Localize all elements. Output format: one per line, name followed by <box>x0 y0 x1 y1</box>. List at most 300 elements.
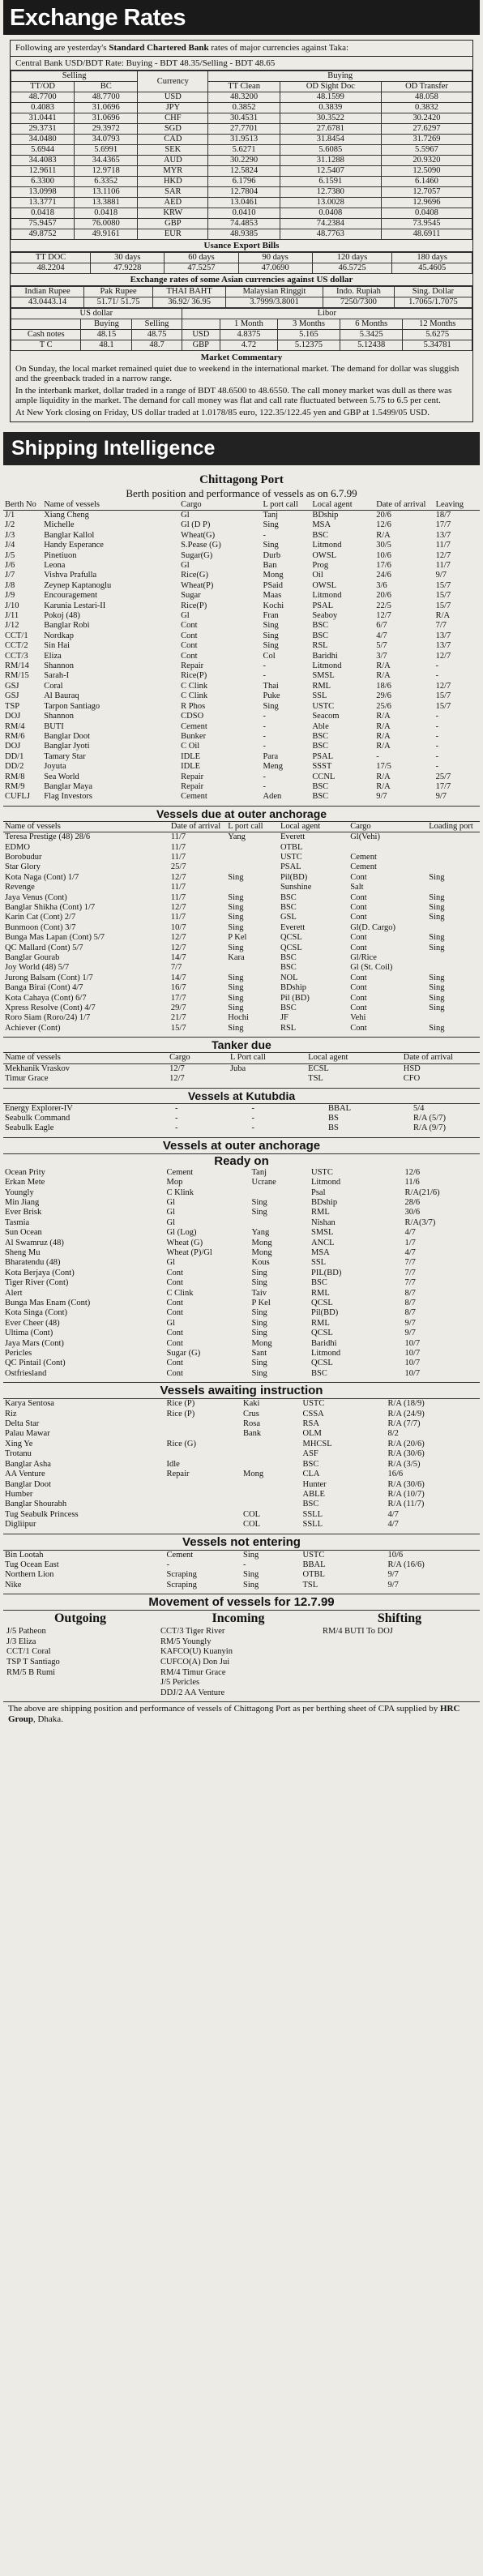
col-header: TT Clean <box>208 82 280 92</box>
column-header: 120 days <box>312 253 392 263</box>
table-cell: Banglar Robi <box>44 621 90 631</box>
table-cell: OTBL <box>302 1570 325 1580</box>
berth-row <box>3 792 480 802</box>
table-cell: Sing <box>228 903 244 912</box>
table-cell: 12.7057 <box>381 187 472 198</box>
column-header: Name of vessels <box>42 500 179 511</box>
table-cell: Pinetiuon <box>44 550 77 560</box>
table-cell: 25/7 <box>435 772 451 781</box>
table-cell: 20/6 <box>376 510 391 520</box>
table-cell: Star Glory <box>5 862 41 872</box>
table-cell: Cont <box>350 913 367 922</box>
vessel-row <box>3 983 480 993</box>
table-cell: 0.0408 <box>381 208 472 219</box>
table-cell: Flag Investors <box>44 792 92 802</box>
table-cell: Sheng Mu <box>5 1247 41 1257</box>
table-cell: Northern Lion <box>5 1570 54 1580</box>
table-cell: RML <box>311 1208 330 1217</box>
table-cell: Kota Singa (Cont) <box>5 1308 67 1318</box>
table-cell: 20.9320 <box>381 156 472 166</box>
table-cell: Mong <box>251 1238 272 1247</box>
table-cell: 30.4531 <box>208 113 280 124</box>
table-cell: J/9 <box>5 591 15 601</box>
table-cell: KAFCO(U) Kuanyin <box>160 1647 233 1657</box>
table-cell: Puke <box>263 691 280 701</box>
vessel-row <box>3 862 480 872</box>
buying-header: Buying <box>208 71 472 82</box>
table-cell: Sun Ocean <box>5 1228 42 1238</box>
table-cell: 7/7 <box>404 1278 416 1288</box>
table-cell: R Phos <box>181 701 206 711</box>
table-cell: 12.9718 <box>75 166 138 177</box>
table-cell: Ostfriesland <box>5 1368 47 1378</box>
table-cell: Zeynep Kaptanoglu <box>44 580 112 590</box>
column-header: Pak Rupee <box>83 287 152 297</box>
table-cell: 5.34781 <box>403 340 472 351</box>
table-cell: 11/7 <box>170 832 186 842</box>
libor-row <box>11 340 472 351</box>
table-cell: Sing <box>251 1208 267 1217</box>
table-cell: CUFLJ <box>5 792 30 802</box>
table-cell: 7250/7300 <box>323 297 394 308</box>
table-cell: Cement <box>181 721 207 731</box>
table-cell: - <box>435 742 439 751</box>
table-cell <box>226 843 279 853</box>
table-cell: Cont <box>181 631 198 640</box>
table-cell: USTC <box>280 852 302 862</box>
ready-row <box>3 1269 480 1278</box>
table-cell: 17/7 <box>435 520 451 530</box>
table-cell: BSC <box>312 792 329 802</box>
table-cell: 46.5725 <box>312 263 392 274</box>
table-cell: 51.71/ 51.75 <box>83 297 152 308</box>
exchange-rates-title: Exchange Rates <box>3 0 480 35</box>
table-cell: Sing <box>228 993 244 1003</box>
table-cell: GBP <box>182 340 220 351</box>
table-cell: 0.3832 <box>381 103 472 113</box>
table-cell: R/A (30/6) <box>387 1449 425 1459</box>
table-cell: 12/7 <box>170 933 186 943</box>
table-cell: 30.2290 <box>208 156 280 166</box>
table-cell: 34.4083 <box>11 156 75 166</box>
table-cell: Banglar Asha <box>5 1459 51 1469</box>
table-cell: Min Jiang <box>5 1197 40 1207</box>
table-cell: Everett <box>280 922 306 932</box>
table-cell: Sing <box>429 892 445 902</box>
table-cell: BSC <box>312 781 329 791</box>
table-cell: BUTI <box>44 721 64 731</box>
currency-row <box>11 166 472 177</box>
table-cell: Baridhi <box>311 1338 337 1348</box>
table-cell: Ban <box>263 561 277 570</box>
table-cell: 24/6 <box>376 571 391 580</box>
table-cell: 6/7 <box>376 621 387 631</box>
berth-row <box>3 571 480 580</box>
table-cell: P Kel <box>228 933 247 943</box>
ready-row <box>3 1198 480 1208</box>
not-entering-row <box>3 1581 480 1590</box>
table-cell: 5.12438 <box>340 340 403 351</box>
table-cell: 15/7 <box>435 691 451 701</box>
table-cell: R/A <box>376 742 391 751</box>
table-cell: Sing <box>251 1308 267 1318</box>
table-cell: Cont <box>181 641 198 651</box>
berth-row <box>3 601 480 611</box>
berth-row <box>3 541 480 550</box>
table-cell: GBP <box>138 219 208 229</box>
table-cell: 6.3352 <box>75 177 138 187</box>
asian-caption: Exchange rates of some Asian currencies against US dollar <box>11 274 472 286</box>
table-cell: Ultima (Cont) <box>5 1329 53 1338</box>
table-cell: 49.8752 <box>11 229 75 240</box>
column-header: TT DOC <box>11 253 91 263</box>
table-cell: RM/8 <box>5 772 25 781</box>
table-cell: 10/6 <box>376 550 391 560</box>
table-cell <box>242 1440 301 1449</box>
berth-row <box>3 652 480 661</box>
table-cell: 10/7 <box>404 1359 421 1368</box>
table-cell: Tanj <box>251 1167 267 1177</box>
table-cell: Gl <box>181 561 190 570</box>
table-cell: Cont <box>350 892 367 902</box>
table-cell: 13.3771 <box>11 198 75 208</box>
table-cell <box>427 963 480 973</box>
table-cell: Everett <box>280 832 306 842</box>
table-cell: Cont <box>166 1368 183 1378</box>
table-cell: Sing <box>263 541 279 550</box>
table-cell: RSL <box>312 641 328 651</box>
table-cell: Sing <box>251 1278 267 1288</box>
table-cell <box>3 1688 157 1699</box>
table-cell: 17/7 <box>170 993 186 1003</box>
table-cell: 31.1288 <box>280 156 381 166</box>
table-cell: Joyuta <box>44 762 66 772</box>
table-cell: 45.4605 <box>392 263 472 274</box>
currency-row <box>11 124 472 135</box>
table-cell: 0.0418 <box>75 208 138 219</box>
ready-row <box>3 1339 480 1349</box>
table-cell: R/A <box>435 611 451 621</box>
table-cell: Mong <box>263 571 284 580</box>
table-cell: RML <box>312 681 331 691</box>
table-cell: Ever Cheer (48) <box>5 1318 60 1328</box>
table-cell: - <box>435 751 439 761</box>
berth-row <box>3 531 480 541</box>
table-cell: RM/4 <box>5 721 25 731</box>
table-cell: 31.0696 <box>75 113 138 124</box>
table-cell: 75.9457 <box>11 219 75 229</box>
not-entering-row <box>3 1570 480 1580</box>
table-cell: Delta Star <box>5 1419 40 1429</box>
col-header: TT/OD <box>11 82 75 92</box>
outer-anchorage-title: Vessels due at outer anchorage <box>3 806 480 822</box>
table-cell <box>250 1188 310 1198</box>
berth-row <box>3 752 480 762</box>
table-cell: R/A <box>376 671 391 681</box>
table-cell: Jurong Balsam (Cont) 1/7 <box>5 973 93 982</box>
table-cell: Rice(P) <box>181 601 207 610</box>
table-cell: Pil (BD) <box>280 993 310 1003</box>
table-cell: Gl(D. Cargo) <box>350 922 395 932</box>
not-entering-table <box>3 1551 480 1591</box>
table-cell: Cont <box>350 993 367 1003</box>
table-cell: NOL <box>280 973 298 982</box>
table-cell: 31.7269 <box>381 135 472 145</box>
kutubdia-table <box>3 1104 480 1134</box>
ready-anchorage-title: Vessels at outer anchorage <box>3 1137 480 1154</box>
table-cell: Encouragement <box>44 591 98 601</box>
table-cell: Gl <box>166 1197 175 1207</box>
column-header: L Port call <box>229 1053 306 1063</box>
table-cell: SSL <box>312 691 327 701</box>
vessel-row <box>3 832 480 843</box>
table-cell: J/7 <box>5 571 15 580</box>
table-cell: BSC <box>312 731 329 741</box>
table-cell: Sarah-I <box>44 671 70 681</box>
table-cell: 3/6 <box>376 580 387 590</box>
table-cell: Rice (P) <box>166 1399 195 1409</box>
table-cell: Coral <box>44 681 63 691</box>
table-cell: BBAL <box>328 1103 352 1113</box>
table-cell: Rice (G) <box>166 1439 196 1448</box>
table-cell: R/A(21/6) <box>404 1187 440 1197</box>
table-cell: - <box>263 742 267 751</box>
table-cell: - <box>263 671 267 681</box>
vessel-row <box>3 1013 480 1023</box>
table-cell: QC Mallard (Cont) 5/7 <box>5 943 83 952</box>
berth-row <box>3 591 480 601</box>
table-cell: 74.4853 <box>208 219 280 229</box>
column-header: Name of vessels <box>3 822 169 832</box>
movement-table <box>3 1611 480 1698</box>
table-cell: R/A (7/7) <box>387 1419 421 1429</box>
table-cell: 4.8375 <box>220 330 278 340</box>
table-cell: Sing <box>263 621 279 631</box>
table-cell: J/8 <box>5 580 15 590</box>
table-cell: J/3 Eliza <box>6 1637 36 1646</box>
table-cell: - <box>263 712 267 721</box>
table-cell: Salt <box>350 883 364 892</box>
table-cell: 12/7 <box>435 681 451 691</box>
table-cell: 9/7 <box>435 792 447 802</box>
table-cell: COL <box>243 1520 260 1530</box>
table-cell: Teresa Prestige (48) 28/6 <box>5 832 91 842</box>
table-cell: QCSL <box>280 933 302 943</box>
commentary-paragraph: At New York closing on Friday, US dollar traded at 1.0178/85 euro, 122.35/122.45 yen and GBP at 1.5499/05 USD. <box>15 407 430 417</box>
asian-table <box>11 286 472 308</box>
table-cell: Gl <box>181 611 190 621</box>
table-cell: ECSL <box>308 1063 329 1073</box>
table-cell: J/4 <box>5 541 15 550</box>
table-cell: Sing <box>228 922 244 932</box>
table-cell: 7/7 <box>404 1268 416 1277</box>
table-cell: RM/9 <box>5 781 25 791</box>
table-cell: 12.5090 <box>381 166 472 177</box>
table-cell: 0.0408 <box>280 208 381 219</box>
table-cell: J/11 <box>5 611 19 621</box>
table-cell <box>165 1490 242 1500</box>
table-cell: Sugar <box>181 591 201 601</box>
table-cell: BSC <box>302 1459 319 1469</box>
column-header: Indian Rupee <box>11 287 84 297</box>
berth-row <box>3 671 480 681</box>
table-cell: TSP T Santiago <box>6 1657 60 1667</box>
table-cell: 31.8454 <box>280 135 381 145</box>
table-cell: 15/7 <box>435 601 451 610</box>
table-cell: BSC <box>280 953 297 963</box>
table-cell <box>242 1480 301 1490</box>
table-cell: T C <box>11 340 81 351</box>
table-cell: 13/7 <box>435 530 451 540</box>
table-cell: - <box>263 530 267 540</box>
commentary-title: Market Commentary <box>200 353 283 362</box>
table-cell: Litmond <box>311 1178 341 1187</box>
table-cell: ABLE <box>302 1489 325 1499</box>
table-cell: - <box>435 712 439 721</box>
table-cell: ANCL <box>311 1238 335 1247</box>
table-cell: J/1 <box>5 510 15 520</box>
exchange-intro <box>11 41 472 57</box>
table-cell: 12/7 <box>435 651 451 661</box>
libor-right-title: Libor <box>182 309 472 319</box>
table-cell: 13/7 <box>435 631 451 640</box>
table-cell: Sing <box>263 520 279 530</box>
table-cell: R/A <box>376 721 391 731</box>
table-cell: Timur Grace <box>5 1074 49 1084</box>
ready-row <box>3 1369 480 1379</box>
table-cell: Sant <box>251 1349 267 1359</box>
column-header: 90 days <box>238 253 312 263</box>
table-cell: 9/7 <box>387 1570 399 1580</box>
table-cell: 5.165 <box>277 330 340 340</box>
table-cell: C Oil <box>181 742 200 751</box>
table-cell: Michelle <box>44 520 75 530</box>
table-cell: RM/5 B Rumi <box>6 1667 56 1677</box>
table-cell: 11/6 <box>404 1178 420 1187</box>
table-cell: Cont <box>166 1329 183 1338</box>
table-cell: Cement <box>350 852 377 862</box>
table-cell: 4/7 <box>387 1520 399 1530</box>
tanker-due-title: Tanker due <box>3 1037 480 1053</box>
berth-row <box>3 742 480 751</box>
table-cell: Bank <box>243 1429 262 1439</box>
currency-row <box>11 219 472 229</box>
table-cell: Sing <box>429 973 445 982</box>
table-cell: BDship <box>312 510 339 520</box>
usance-caption: Usance Export Bills <box>11 240 472 252</box>
table-cell: Wheat (G) <box>166 1238 203 1247</box>
table-cell: R/A (20/6) <box>387 1439 425 1448</box>
table-cell: Pil(BD) <box>311 1308 339 1318</box>
table-cell: Sing <box>263 641 279 651</box>
table-cell: ASF <box>302 1449 318 1459</box>
table-cell <box>165 1480 242 1490</box>
table-cell: 73.9545 <box>381 219 472 229</box>
vessel-row <box>3 873 480 883</box>
table-cell: Sunshine <box>280 883 312 892</box>
table-cell: Sing <box>251 1359 267 1368</box>
table-cell: BS <box>328 1123 339 1133</box>
not-entering-title: Vessels not entering <box>3 1534 480 1551</box>
table-cell: Cont <box>166 1268 183 1277</box>
column-header: Local agent <box>306 1053 402 1063</box>
table-cell: Sing <box>228 983 244 993</box>
table-cell: Kara <box>228 953 245 963</box>
table-cell: RSL <box>280 1023 297 1033</box>
table-cell: Roro Siam (Roro/24) 1/7 <box>5 1013 91 1023</box>
table-cell: RSA <box>302 1419 319 1429</box>
table-cell: QCSL <box>311 1359 333 1368</box>
table-cell: - <box>263 721 267 731</box>
table-cell <box>427 953 480 963</box>
table-cell: Gl/Rice <box>350 953 377 963</box>
table-cell: Seabulk Command <box>5 1113 71 1123</box>
table-cell: BSC <box>312 621 329 631</box>
table-cell: R/A <box>376 772 391 781</box>
table-cell: Litmond <box>312 541 342 550</box>
berth-row <box>3 581 480 591</box>
col-header: OD Sight Doc <box>280 82 381 92</box>
ready-row <box>3 1359 480 1368</box>
table-cell: 47.0690 <box>238 263 312 274</box>
vessel-row <box>3 1024 480 1033</box>
table-cell: Rice(P) <box>181 671 207 681</box>
table-cell: AUD <box>138 156 208 166</box>
column-header: Shifting <box>377 1611 422 1626</box>
column-header: Cargo <box>348 822 427 832</box>
table-cell: 48.3200 <box>208 92 280 103</box>
table-cell <box>427 923 480 933</box>
table-cell: - <box>435 731 439 741</box>
table-cell: 6.1591 <box>280 177 381 187</box>
table-cell <box>226 862 279 872</box>
shipping-footer <box>3 1701 480 1727</box>
berth-row <box>3 772 480 782</box>
intro-text: Following are yesterday's <box>15 43 109 53</box>
table-cell: 48.7700 <box>75 92 138 103</box>
berth-row <box>3 641 480 651</box>
table-cell: 4.72 <box>220 340 278 351</box>
table-cell: Sing <box>429 983 445 993</box>
table-cell: Cont <box>350 943 367 952</box>
table-cell: Mong <box>243 1470 264 1479</box>
table-cell: 7/7 <box>435 621 447 631</box>
table-cell: - <box>175 1103 178 1113</box>
table-cell: Ucrane <box>251 1178 276 1187</box>
table-cell <box>229 1074 306 1084</box>
table-cell: - <box>251 1103 254 1113</box>
table-cell: BSC <box>280 903 297 912</box>
table-cell: 10/7 <box>404 1368 421 1378</box>
table-cell: CFO <box>403 1074 421 1084</box>
table-cell: 13.0461 <box>208 198 280 208</box>
berth-row <box>3 510 480 520</box>
column-header: Name of vessels <box>3 1053 168 1063</box>
table-cell: Cement <box>166 1167 194 1177</box>
ready-row <box>3 1168 480 1178</box>
column-header: Date of arrival <box>169 822 226 832</box>
table-cell: - <box>166 1560 169 1569</box>
table-cell: 48.1599 <box>280 92 381 103</box>
table-cell: RM/14 <box>5 661 29 671</box>
berth-row <box>3 722 480 732</box>
table-cell: Sing <box>429 1023 445 1033</box>
table-cell: Bunga Mas Enam (Cont) <box>5 1299 91 1307</box>
column-header: Date of arrival <box>402 1053 480 1063</box>
table-cell: SSST <box>312 762 332 772</box>
table-cell: JPY <box>138 103 208 113</box>
movement-row <box>3 1627 480 1637</box>
